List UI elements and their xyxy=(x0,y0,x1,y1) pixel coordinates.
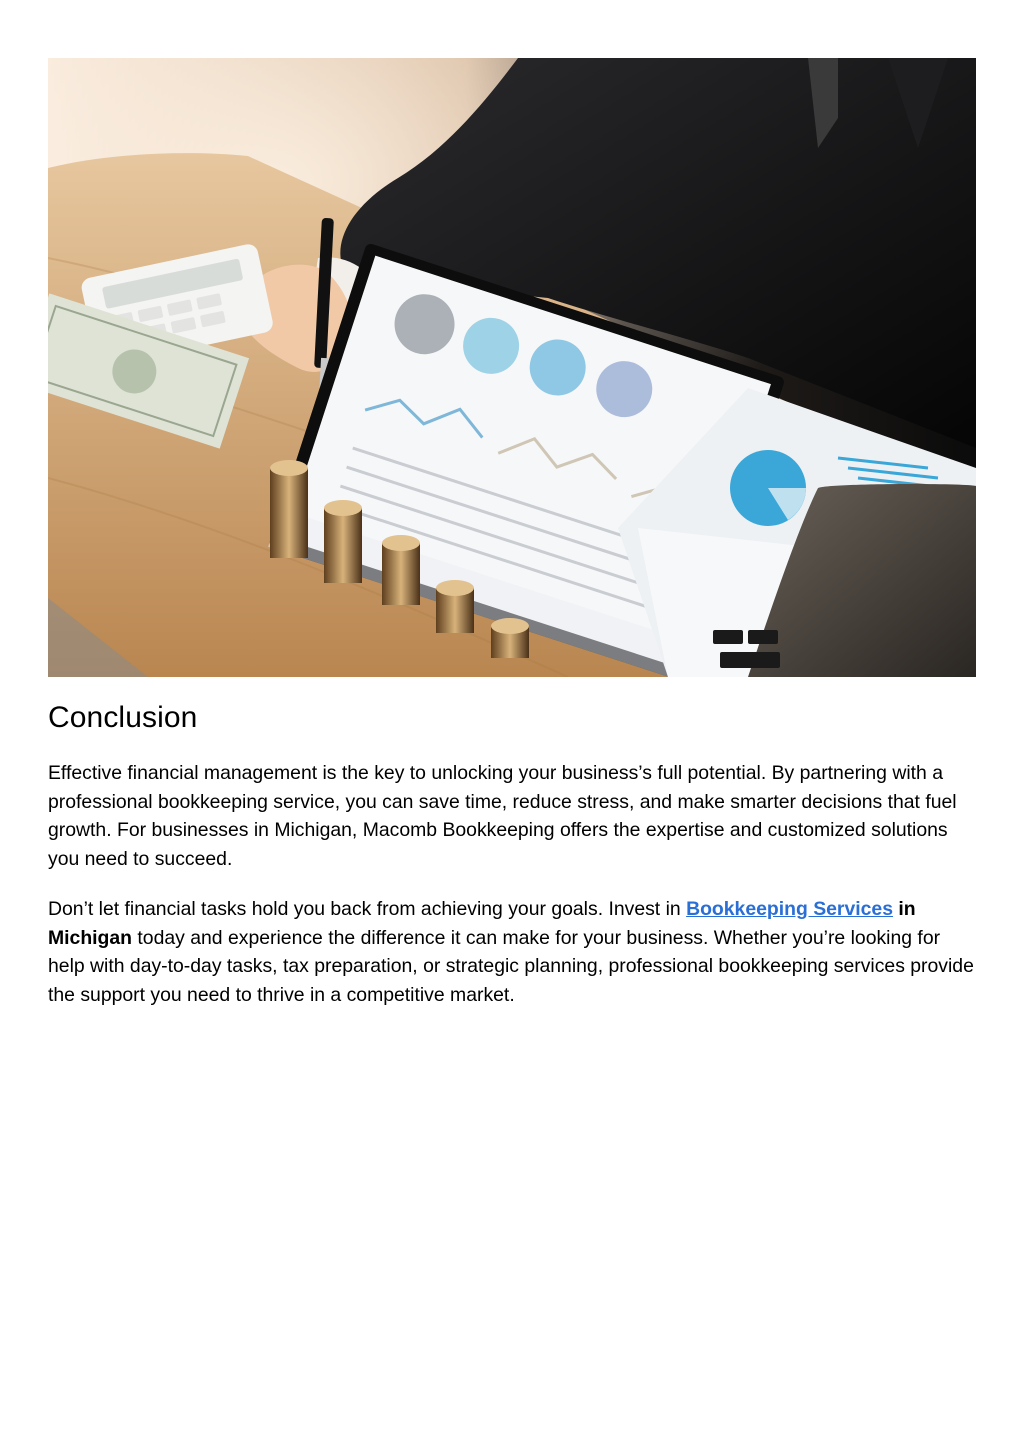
bookkeeping-services-link[interactable]: Bookkeeping Services xyxy=(686,897,894,920)
location-bold: in Michigan xyxy=(48,897,916,949)
section-heading: Conclusion xyxy=(48,701,198,734)
hero-image xyxy=(48,58,976,677)
paragraph-2-tail: today and experience the difference it can make for your business. Whether you’re looking for help with day-to-day tasks, tax preparation, or strategic planning, professional bookkeeping services provide the support you need to thrive in a competitive market. xyxy=(48,926,974,1006)
photo-illustration xyxy=(48,58,976,677)
paragraph-2 xyxy=(48,895,976,1010)
paragraph-2-text: Don’t let financial tasks hold you back from achieving your goals. Invest in xyxy=(48,897,687,920)
paragraph-1: Effective financial management is the key to unlocking your business’s full potential. By partnering with a professional bookkeeping service, you can save time, reduce stress, and make smarter decisions that fuel growth. For businesses in Michigan, Macomb Bookkeeping offers the expertise and customized solutions you need to succeed. xyxy=(48,762,957,871)
document-page xyxy=(48,58,976,1010)
